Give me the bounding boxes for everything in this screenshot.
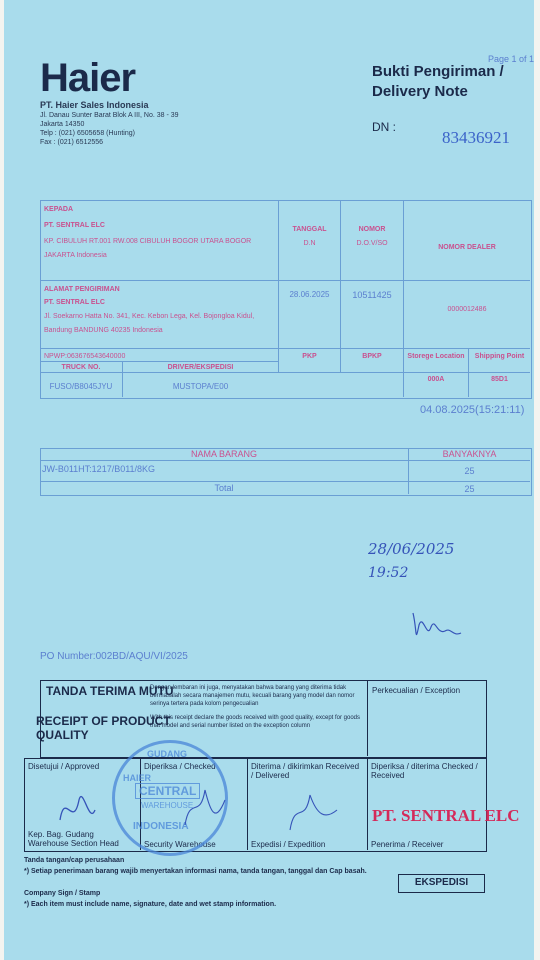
divider: [367, 680, 368, 756]
driver-header: DRIVER/EKSPEDISI: [167, 364, 234, 371]
dealer-number: 0000012486: [447, 306, 487, 313]
receipt-title-id: TANDA TERIMA MUTU: [46, 684, 174, 698]
expedition-label: Expedisi / Expedition: [251, 840, 326, 849]
receipt-text-id: Dengan lembaran ini juga, menyatakan bahwa barang yang diterima tidak bermasalah secara manajemen mutu, kecuali barang yang model dan nomor serinya tertera pada kolom pengecualian: [150, 685, 355, 707]
company-name: PT. Haier Sales Indonesia: [40, 100, 149, 110]
pengiriman-name: PT. SENTRAL ELC: [44, 299, 105, 306]
exception-label: Perkecualian / Exception: [372, 686, 461, 695]
divider: [40, 372, 530, 373]
nomor-subheader: D.O.V/SO: [356, 240, 388, 247]
kepada-address: KP. CIBULUH RT.001 RW.008 CIBULUH BOGOR UTARA BOGOR: [44, 238, 252, 245]
receipt-text-en: With this receipt declare the goods received with good quality, except for goods that model and serial number listed on the exception column: [150, 715, 361, 729]
storage-location-header: Storege Location: [407, 353, 465, 360]
document-title: Bukti Pengiriman / Delivery Note: [372, 63, 504, 100]
handwritten-signature: [405, 605, 465, 650]
item-qty: 25: [464, 466, 475, 476]
nomor-header: NOMOR: [358, 226, 386, 233]
sentral-elc-stamp: PT. SENTRAL ELC: [372, 806, 520, 825]
tanggal-header: TANGGAL: [292, 226, 327, 233]
handwritten-date: 28/06/2025: [368, 540, 455, 558]
footer-note-id: *) Setiap penerimaan barang wajib menyertakan informasi nama, tanda tangan, tanggal dan Cap basah.: [24, 868, 367, 875]
tanggal-subheader: D.N: [303, 240, 316, 247]
item-name: JW-B011HT:1217/B011/8KG: [42, 464, 156, 474]
section-head-label: Kep. Bag. Gudang Warehouse Section Head: [28, 830, 119, 848]
received-label: Diperiksa / diterima Checked / Received: [371, 762, 478, 780]
driver-name: MUSTOPA/E00: [172, 382, 229, 391]
truck-header: TRUCK NO.: [61, 364, 101, 371]
footer-note-label-id: Tanda tangan/cap perusahaan: [24, 857, 125, 864]
footer-note-label-en: Company Sign / Stamp: [24, 890, 101, 897]
signature-scribbles: [55, 780, 345, 840]
items-name-header: NAMA BARANG: [190, 449, 257, 459]
ekspedisi-copy-label: EKSPEDISI: [414, 877, 469, 888]
divider: [40, 361, 278, 362]
shipping-point-value: 85D1: [491, 376, 508, 383]
haier-logo: Haier: [40, 56, 136, 100]
pkp-header: PKP: [302, 353, 317, 360]
divider: [40, 348, 530, 349]
warehouse-seal-stamp: GUDANG HAIER CENTRAL WAREHOUSE INDONESIA: [112, 740, 228, 856]
total-label: Total: [214, 483, 234, 493]
print-timestamp: 04.08.2025(15:21:11): [420, 404, 525, 416]
truck-number: FUSO/B8045JYU: [49, 382, 113, 391]
npwp: NPWP:063676543640000: [44, 353, 126, 360]
dn-number: 83436921: [442, 128, 510, 147]
items-qty-header: BANYAKNYA: [442, 449, 497, 459]
delivered-label: Diterima / dikirimkan Received / Delivered: [251, 762, 360, 780]
footer-note-en: *) Each item must include name, signature, date and wet stamp information.: [24, 901, 277, 908]
company-address: Jl. Danau Sunter Barat Blok A III, No. 38 - 39 Jakarta 14350 Telp : (021) 6505658 (Hunting) Fax : (021) 6512556: [40, 112, 179, 146]
dealer-header: NOMOR DEALER: [438, 244, 496, 251]
po-number: PO Number:002BD/AQU/VI/2025: [40, 651, 188, 662]
dn-date: 28.06.2025: [289, 290, 330, 299]
shipping-point-header: Shipping Point: [474, 353, 525, 360]
divider: [403, 200, 404, 397]
handwritten-time: 19:52: [368, 565, 409, 581]
receiver-label: Penerima / Receiver: [371, 840, 444, 849]
total-qty: 25: [464, 484, 475, 494]
security-label: Security Warehouse: [144, 840, 216, 849]
divider: [367, 758, 368, 850]
checked-label: Diperiksa / Checked: [144, 762, 216, 771]
kepada-address-city: JAKARTA Indonesia: [44, 252, 107, 259]
pengiriman-address: Jl. Soekarno Hatta No. 341, Kec. Kebon Lega, Kel. Bojongloa Kidul,: [44, 313, 255, 320]
divider: [40, 481, 530, 482]
receipt-title-en: RECEIPT OF PRODUCT QUALITY: [36, 714, 171, 742]
divider: [40, 280, 530, 281]
kepada-label: KEPADA: [44, 206, 74, 213]
do-number: 10511425: [352, 290, 392, 300]
kepada-name: PT. SENTRAL ELC: [44, 222, 105, 229]
divider: [40, 460, 530, 461]
storage-location-value: 000A: [427, 376, 445, 383]
bpkp-header: BPKP: [362, 353, 382, 360]
pengiriman-address-city: Bandung BANDUNG 40235 Indonesia: [44, 327, 163, 334]
approved-label: Disetujui / Approved: [28, 762, 100, 771]
page-indicator: Page 1 of 1: [488, 54, 535, 64]
dn-label: DN :: [372, 120, 396, 134]
pengiriman-label: ALAMAT PENGIRIMAN: [44, 286, 120, 293]
